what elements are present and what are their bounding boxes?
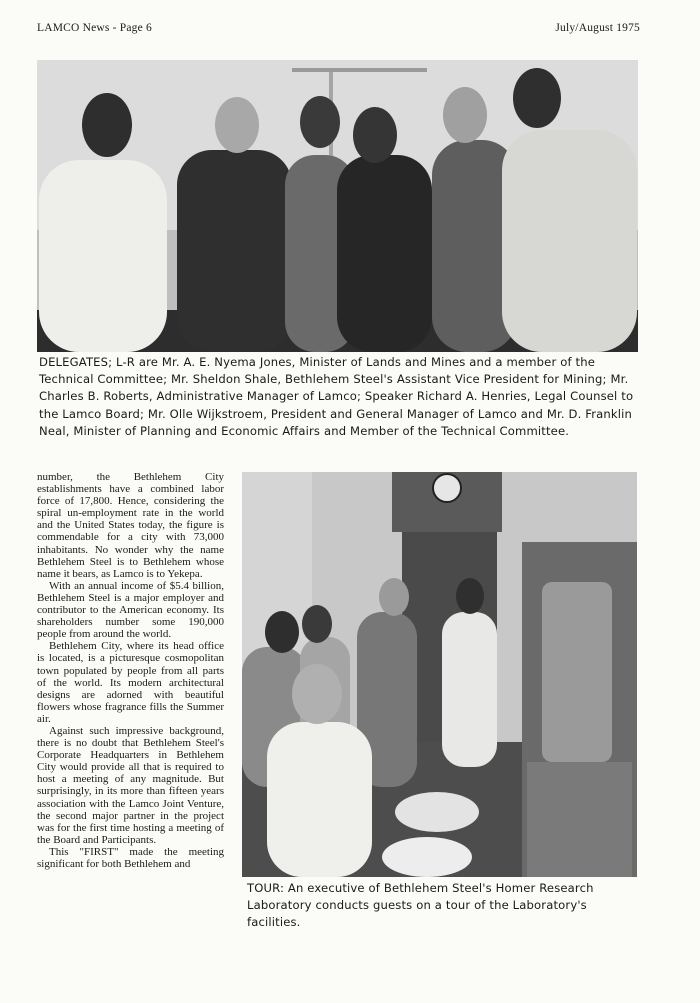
publication-page-label: LAMCO News - Page 6 <box>37 22 152 34</box>
laboratory-tour-illustration <box>242 472 637 877</box>
article-paragraph: number, the Bethlehem City establishments have a combined labor force of 17,800. Hence, considering the spiral un-employment rate in the world and the United States today, the figure is commendable for a city with 73,000 inhabitants. No wonder why the name Bethlehem Steel is to Bethlehem whose name it bears, as Lamco is to Yekepa. <box>37 471 224 580</box>
article-paragraph: This "FIRST" made the meeting significant for both Bethlehem and <box>37 845 224 870</box>
laboratory-tour-caption: TOUR: An executive of Bethlehem Steel's Homer Research Laboratory conducts guests on a tour of the Laboratory's facilities. <box>247 881 594 930</box>
article-paragraph: Bethlehem City, where its head office is located, is a picturesque cosmopolitan town populated by people from all parts of the world. Its modern architectural designs are adorned with beautiful flowers whose fragrance fills the Summer air. <box>37 640 224 725</box>
article-body <box>37 471 224 870</box>
laboratory-tour-photo <box>242 472 637 877</box>
delegates-photo-illustration <box>37 60 638 352</box>
issue-date: July/August 1975 <box>555 22 640 34</box>
article-paragraph: With an annual income of $5.4 billion, Bethlehem Steel is a major employer and contributor to the American economy. Its shareholders number some 190,000 people from around the world. <box>37 579 224 641</box>
article-paragraph: Against such impressive background, there is no doubt that Bethlehem Steel's Corporate Headquarters in Bethlehem City would provide all that is required to host a meeting of any magnitude. But surprisingly, in its more than fifteen years association with the Lamco Joint Venture, the second major partner in the project was for the first time hosting a meeting of the Board and Participants. <box>37 724 224 846</box>
delegates-photo <box>37 60 638 352</box>
delegates-caption: DELEGATES; L-R are Mr. A. E. Nyema Jones, Minister of Lands and Mines and a member of the Technical Committee; Mr. Sheldon Shale, Bethlehem Steel's Assistant Vice President for Mining; Mr. Charles B. Roberts, Administrative Manager of Lamco; Speaker Richard A. Henries, Legal Counsel to the Lamco Board; Mr. Olle Wijkstroem, President and General Manager of Lamco and Mr. D. Franklin Neal, Minister of Planning and Economic Affairs and Member of the Technical Committee. <box>39 355 634 438</box>
